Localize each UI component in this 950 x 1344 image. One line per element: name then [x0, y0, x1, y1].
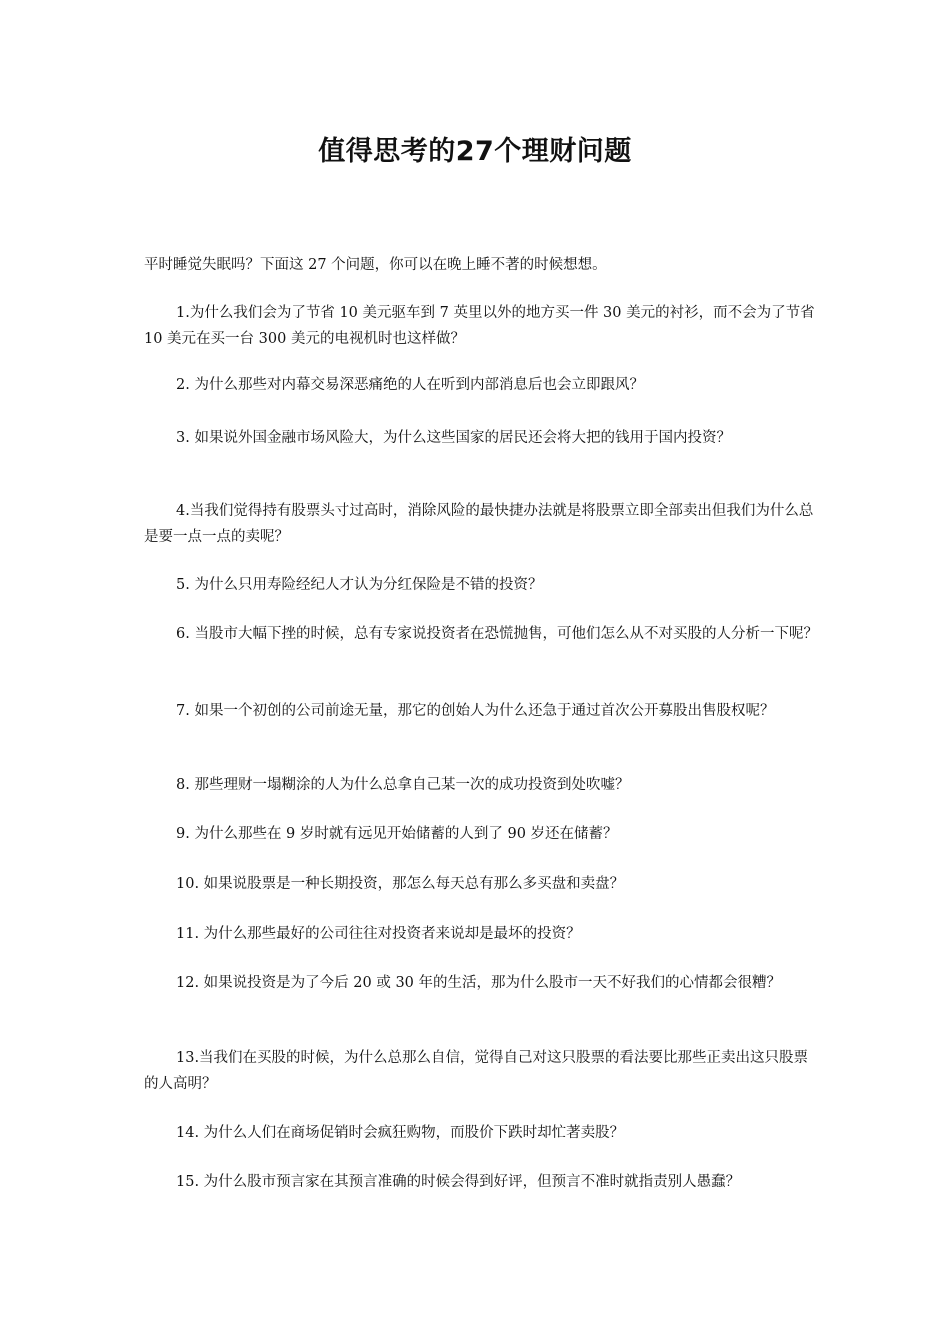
- question-14: 14. 为什么人们在商场促销时会疯狂购物，而股价下跌时却忙著卖股？: [176, 1125, 625, 1141]
- intro-text: 平时睡觉失眠吗？下面这 27 个问题，你可以在晚上睡不著的时候想想。: [144, 257, 607, 273]
- question-10: 10. 如果说股票是一种长期投资，那怎么每天总有那么多买盘和卖盘？: [176, 876, 625, 892]
- question-9: 9. 为什么那些在 9 岁时就有远见开始储蓄的人到了 90 岁还在储蓄？: [176, 826, 618, 842]
- question-2: 2. 为什么那些对内幕交易深恶痛绝的人在听到内部消息后也会立即跟风？: [176, 377, 644, 393]
- question-7: 7. 如果一个初创的公司前途无量，那它的创始人为什么还急于通过首次公开募股出售股权呢？: [176, 703, 775, 719]
- page-title: 值得思考的27个理财问题: [318, 136, 632, 167]
- question-1: 1.为什么我们会为了节省 10 美元驱车到 7 英里以外的地方买一件 30 美元的衬衫，而不会为了节省 10 美元在买一台 300 美元的电视机时也这样做？: [144, 305, 815, 347]
- question-13: 13.当我们在买股的时候，为什么总那么自信，觉得自己对这只股票的看法要比那些正卖出这只股票的人高明？: [144, 1050, 809, 1092]
- question-3: 3. 如果说外国金融市场风险大，为什么这些国家的居民还会将大把的钱用于国内投资？: [176, 430, 731, 446]
- question-6: 6. 当股市大幅下挫的时候，总有专家说投资者在恐慌抛售，可他们怎么从不对买股的人分析一下呢？: [176, 626, 818, 642]
- question-11: 11. 为什么那些最好的公司往往对投资者来说却是最坏的投资？: [176, 926, 581, 942]
- question-8: 8. 那些理财一塌糊涂的人为什么总拿自己某一次的成功投资到处吹嘘？: [176, 777, 630, 793]
- question-12: 12. 如果说投资是为了今后 20 或 30 年的生活，那为什么股市一天不好我们的心情都会很糟？: [176, 975, 782, 991]
- question-4: 4.当我们觉得持有股票头寸过高时，消除风险的最快捷办法就是将股票立即全部卖出但我们为什么总是要一点一点的卖呢？: [144, 503, 814, 545]
- question-5: 5. 为什么只用寿险经纪人才认为分红保险是不错的投资？: [176, 577, 543, 593]
- question-15: 15. 为什么股市预言家在其预言准确的时候会得到好评，但预言不准时就指责别人愚蠢？: [176, 1174, 741, 1190]
